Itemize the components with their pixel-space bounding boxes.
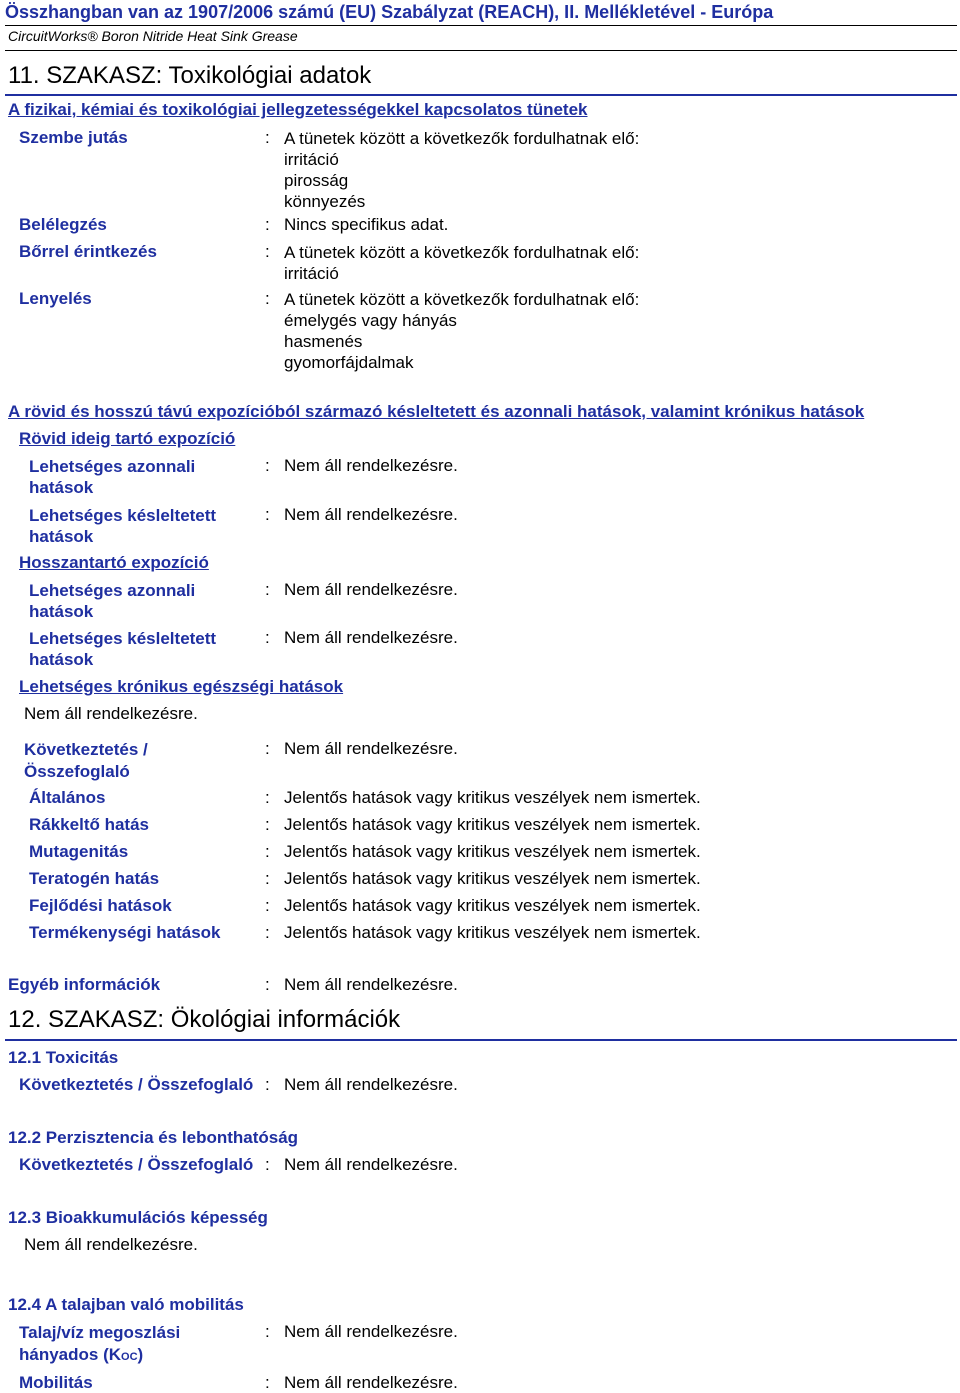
colon: : (265, 289, 270, 308)
long-term-heading: Hosszantartó expozíció (19, 553, 209, 572)
hazard-teratogenicity-label: Teratogén hatás (29, 869, 160, 888)
toxicity-conclusion-value: Nem áll rendelkezésre. (284, 1075, 458, 1094)
chronic-heading: Lehetséges krónikus egészségi hatások (19, 677, 344, 696)
conclusion-label: Következtetés / Összefoglaló (24, 740, 148, 781)
colon: : (265, 456, 270, 475)
short-delayed-value: Nem áll rendelkezésre. (284, 505, 458, 524)
inhalation-value: Nincs specifikus adat. (284, 215, 449, 234)
colon: : (265, 896, 270, 915)
header-divider (5, 25, 957, 26)
colon: : (265, 215, 270, 234)
long-immediate-label: Lehetséges azonnali hatások (29, 581, 196, 621)
persistence-heading: 12.2 Perzisztencia és lebonthatóság (8, 1128, 299, 1147)
partition-coefficient-label: Talaj/víz megoszlási hányados (KOC) (19, 1323, 181, 1364)
hazard-general-label: Általános (29, 788, 106, 807)
skin-contact-label: Bőrrel érintkezés (19, 242, 157, 261)
skin-contact-value: A tünetek között a következők fordulhatnak elő: irritáció (284, 243, 640, 283)
product-name: CircuitWorks® Boron Nitride Heat Sink Grease (8, 28, 298, 44)
persistence-conclusion-label: Következtetés / Összefoglaló (19, 1155, 254, 1174)
hazard-mutagenicity-value: Jelentős hatások vagy kritikus veszélyek nem ismertek. (284, 842, 701, 861)
hazard-general-value: Jelentős hatások vagy kritikus veszélyek nem ismertek. (284, 788, 701, 807)
hazard-mutagenicity-label: Mutagenitás (29, 842, 129, 861)
colon: : (265, 1075, 270, 1094)
colon: : (265, 869, 270, 888)
other-info-value: Nem áll rendelkezésre. (284, 975, 458, 994)
colon: : (265, 628, 270, 647)
section-11-rule (5, 94, 957, 96)
colon: : (265, 242, 270, 261)
colon: : (265, 1322, 270, 1341)
long-delayed-label: Lehetséges késleltetett hatások (29, 629, 217, 669)
bioaccumulation-heading: 12.3 Bioakkumulációs képesség (8, 1208, 268, 1227)
ingestion-label: Lenyelés (19, 289, 92, 308)
hazard-teratogenicity-value: Jelentős hatások vagy kritikus veszélyek nem ismertek. (284, 869, 701, 888)
regulation-header: Összhangban van az 1907/2006 számú (EU) Szabályzat (REACH), II. Mellékletével - Európa (5, 2, 774, 22)
colon: : (265, 788, 270, 807)
effects-heading: A rövid és hosszú távú expozícióból származó késleltetett és azonnali hatások, valamint krónikus hatások (8, 402, 865, 421)
ingestion-value: A tünetek között a következők fordulhatnak elő: émelygés vagy hányás hasmenés gyomorfájdalmak (284, 290, 640, 372)
inhalation-label: Belélegzés (19, 215, 107, 234)
hazard-fertility-label: Termékenységi hatások (29, 923, 221, 942)
colon: : (265, 923, 270, 942)
symptoms-heading: A fizikai, kémiai és toxikológiai jellegzetességekkel kapcsolatos tünetek (8, 100, 588, 119)
short-immediate-value: Nem áll rendelkezésre. (284, 456, 458, 475)
section-12-title: 12. SZAKASZ: Ökológiai információk (8, 1006, 401, 1033)
colon: : (265, 505, 270, 524)
mobility-label: Mobilitás (19, 1373, 93, 1392)
mobility-value: Nem áll rendelkezésre. (284, 1373, 458, 1392)
toxicity-conclusion-label: Következtetés / Összefoglaló (19, 1075, 254, 1094)
short-immediate-label: Lehetséges azonnali hatások (29, 457, 196, 497)
section-12-rule (5, 1039, 957, 1041)
other-info-label: Egyéb információk (8, 975, 161, 994)
chronic-value: Nem áll rendelkezésre. (24, 704, 198, 723)
colon: : (265, 580, 270, 599)
colon: : (265, 739, 270, 758)
persistence-conclusion-value: Nem áll rendelkezésre. (284, 1155, 458, 1174)
hazard-fertility-value: Jelentős hatások vagy kritikus veszélyek nem ismertek. (284, 923, 701, 942)
hazard-developmental-label: Fejlődési hatások (29, 896, 172, 915)
hazard-carcinogenicity-value: Jelentős hatások vagy kritikus veszélyek nem ismertek. (284, 815, 701, 834)
colon: : (265, 975, 270, 994)
long-immediate-value: Nem áll rendelkezésre. (284, 580, 458, 599)
colon: : (265, 815, 270, 834)
colon: : (265, 1373, 270, 1392)
colon: : (265, 128, 270, 147)
bioaccumulation-value: Nem áll rendelkezésre. (24, 1235, 198, 1254)
mobility-heading: 12.4 A talajban való mobilitás (8, 1295, 244, 1314)
colon: : (265, 842, 270, 861)
hazard-carcinogenicity-label: Rákkeltő hatás (29, 815, 149, 834)
partition-coefficient-value: Nem áll rendelkezésre. (284, 1322, 458, 1341)
product-divider (5, 50, 957, 51)
long-delayed-value: Nem áll rendelkezésre. (284, 628, 458, 647)
conclusion-value: Nem áll rendelkezésre. (284, 739, 458, 758)
eye-contact-value: A tünetek között a következők fordulhatnak elő: irritáció pirosság könnyezés (284, 129, 640, 211)
short-delayed-label: Lehetséges késleltetett hatások (29, 506, 217, 546)
section-11-title: 11. SZAKASZ: Toxikológiai adatok (8, 62, 372, 89)
colon: : (265, 1155, 270, 1174)
eye-contact-label: Szembe jutás (19, 128, 128, 147)
hazard-developmental-value: Jelentős hatások vagy kritikus veszélyek nem ismertek. (284, 896, 701, 915)
toxicity-heading: 12.1 Toxicitás (8, 1048, 119, 1067)
short-term-heading: Rövid ideig tartó expozíció (19, 429, 236, 448)
